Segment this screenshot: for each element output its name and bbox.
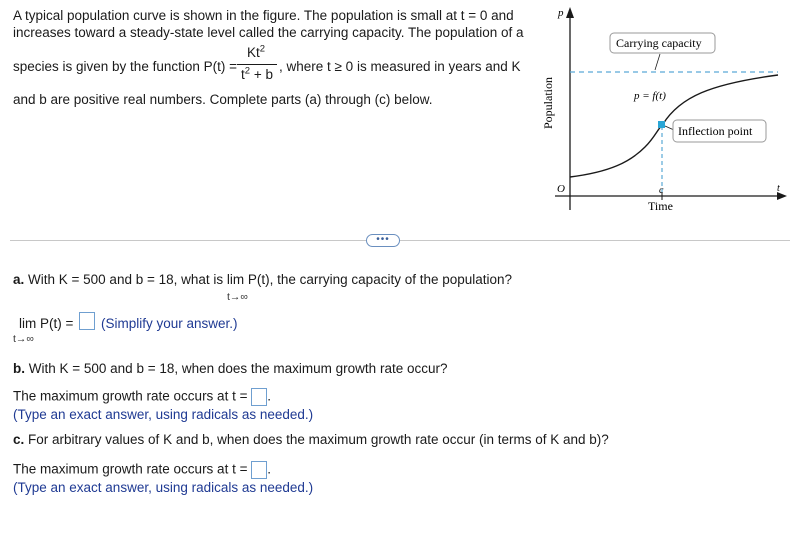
population-curve-figure [535,2,795,227]
origin-label: O [557,183,565,195]
part-a-answer-lim-sub: t→∞ [13,333,34,345]
intro-line-2: increases toward a steady-state level called the carrying capacity. The population of a [13,25,524,40]
expand-button[interactable]: ••• [366,234,400,247]
part-b-letter: b. [13,361,25,376]
curve-label: p = f(t) [634,90,666,102]
y-axis-label: Population [541,76,555,129]
part-a-answer-row: lim P(t) = [19,316,74,331]
part-c-answer-input[interactable] [251,461,267,479]
fraction-denominator: $t^2 + b$ [241,65,273,82]
part-a-letter: a. [13,272,25,287]
part-c-answer-row: The maximum growth rate occurs at t = . [13,461,271,479]
intro-line-3-post: , where t ≥ 0 is measured in years and K [279,59,521,74]
part-b-question: b. With K = 500 and b = 18, when does the maximum growth rate occur? [13,361,448,376]
y-axis-var: p [558,7,564,19]
part-a-hint: (Simplify your answer.) [101,316,238,331]
part-a-question: a. With K = 500 and b = 18, what is lim P(t), the carrying capacity of the population? [13,272,513,287]
intro-line-3-pre: species is given by the function P(t) = [13,59,237,74]
fraction-bar [237,64,277,65]
part-a-lim-sub: t→∞ [227,291,248,303]
part-a-answer-input-wrap [79,312,95,330]
fraction-numerator: Kt$^2$ [246,43,266,60]
part-c-letter: c. [13,432,25,447]
section-divider [10,240,790,241]
part-b-hint: (Type an exact answer, using radicals as needed.) [13,407,314,422]
part-b-answer-input[interactable] [251,388,267,406]
intro-line-4: and b are positive real numbers. Complete parts (a) through (c) below. [13,92,433,107]
intro-line-1: A typical population curve is shown in the figure. The population is small at t = 0 and [13,8,514,23]
carrying-capacity-label: Carrying capacity [616,36,702,50]
c-label: c [659,185,664,196]
part-c-hint: (Type an exact answer, using radicals as needed.) [13,480,314,495]
part-a-answer-input[interactable] [79,312,95,330]
x-axis-var: t [777,183,780,194]
y-axis-arrow [566,7,574,18]
part-a-lim: lim [226,272,245,287]
part-b-answer-row: The maximum growth rate occurs at t = . [13,388,271,406]
part-a-answer-lim: lim [19,316,37,331]
inflection-point-marker [658,121,665,128]
part-c-question: c. For arbitrary values of K and b, when does the maximum growth rate occur (in terms of K and b)? [13,432,609,447]
inflection-point-label: Inflection point [678,124,753,138]
x-axis-label: Time [648,199,673,213]
carrying-capacity-pointer [655,54,660,70]
